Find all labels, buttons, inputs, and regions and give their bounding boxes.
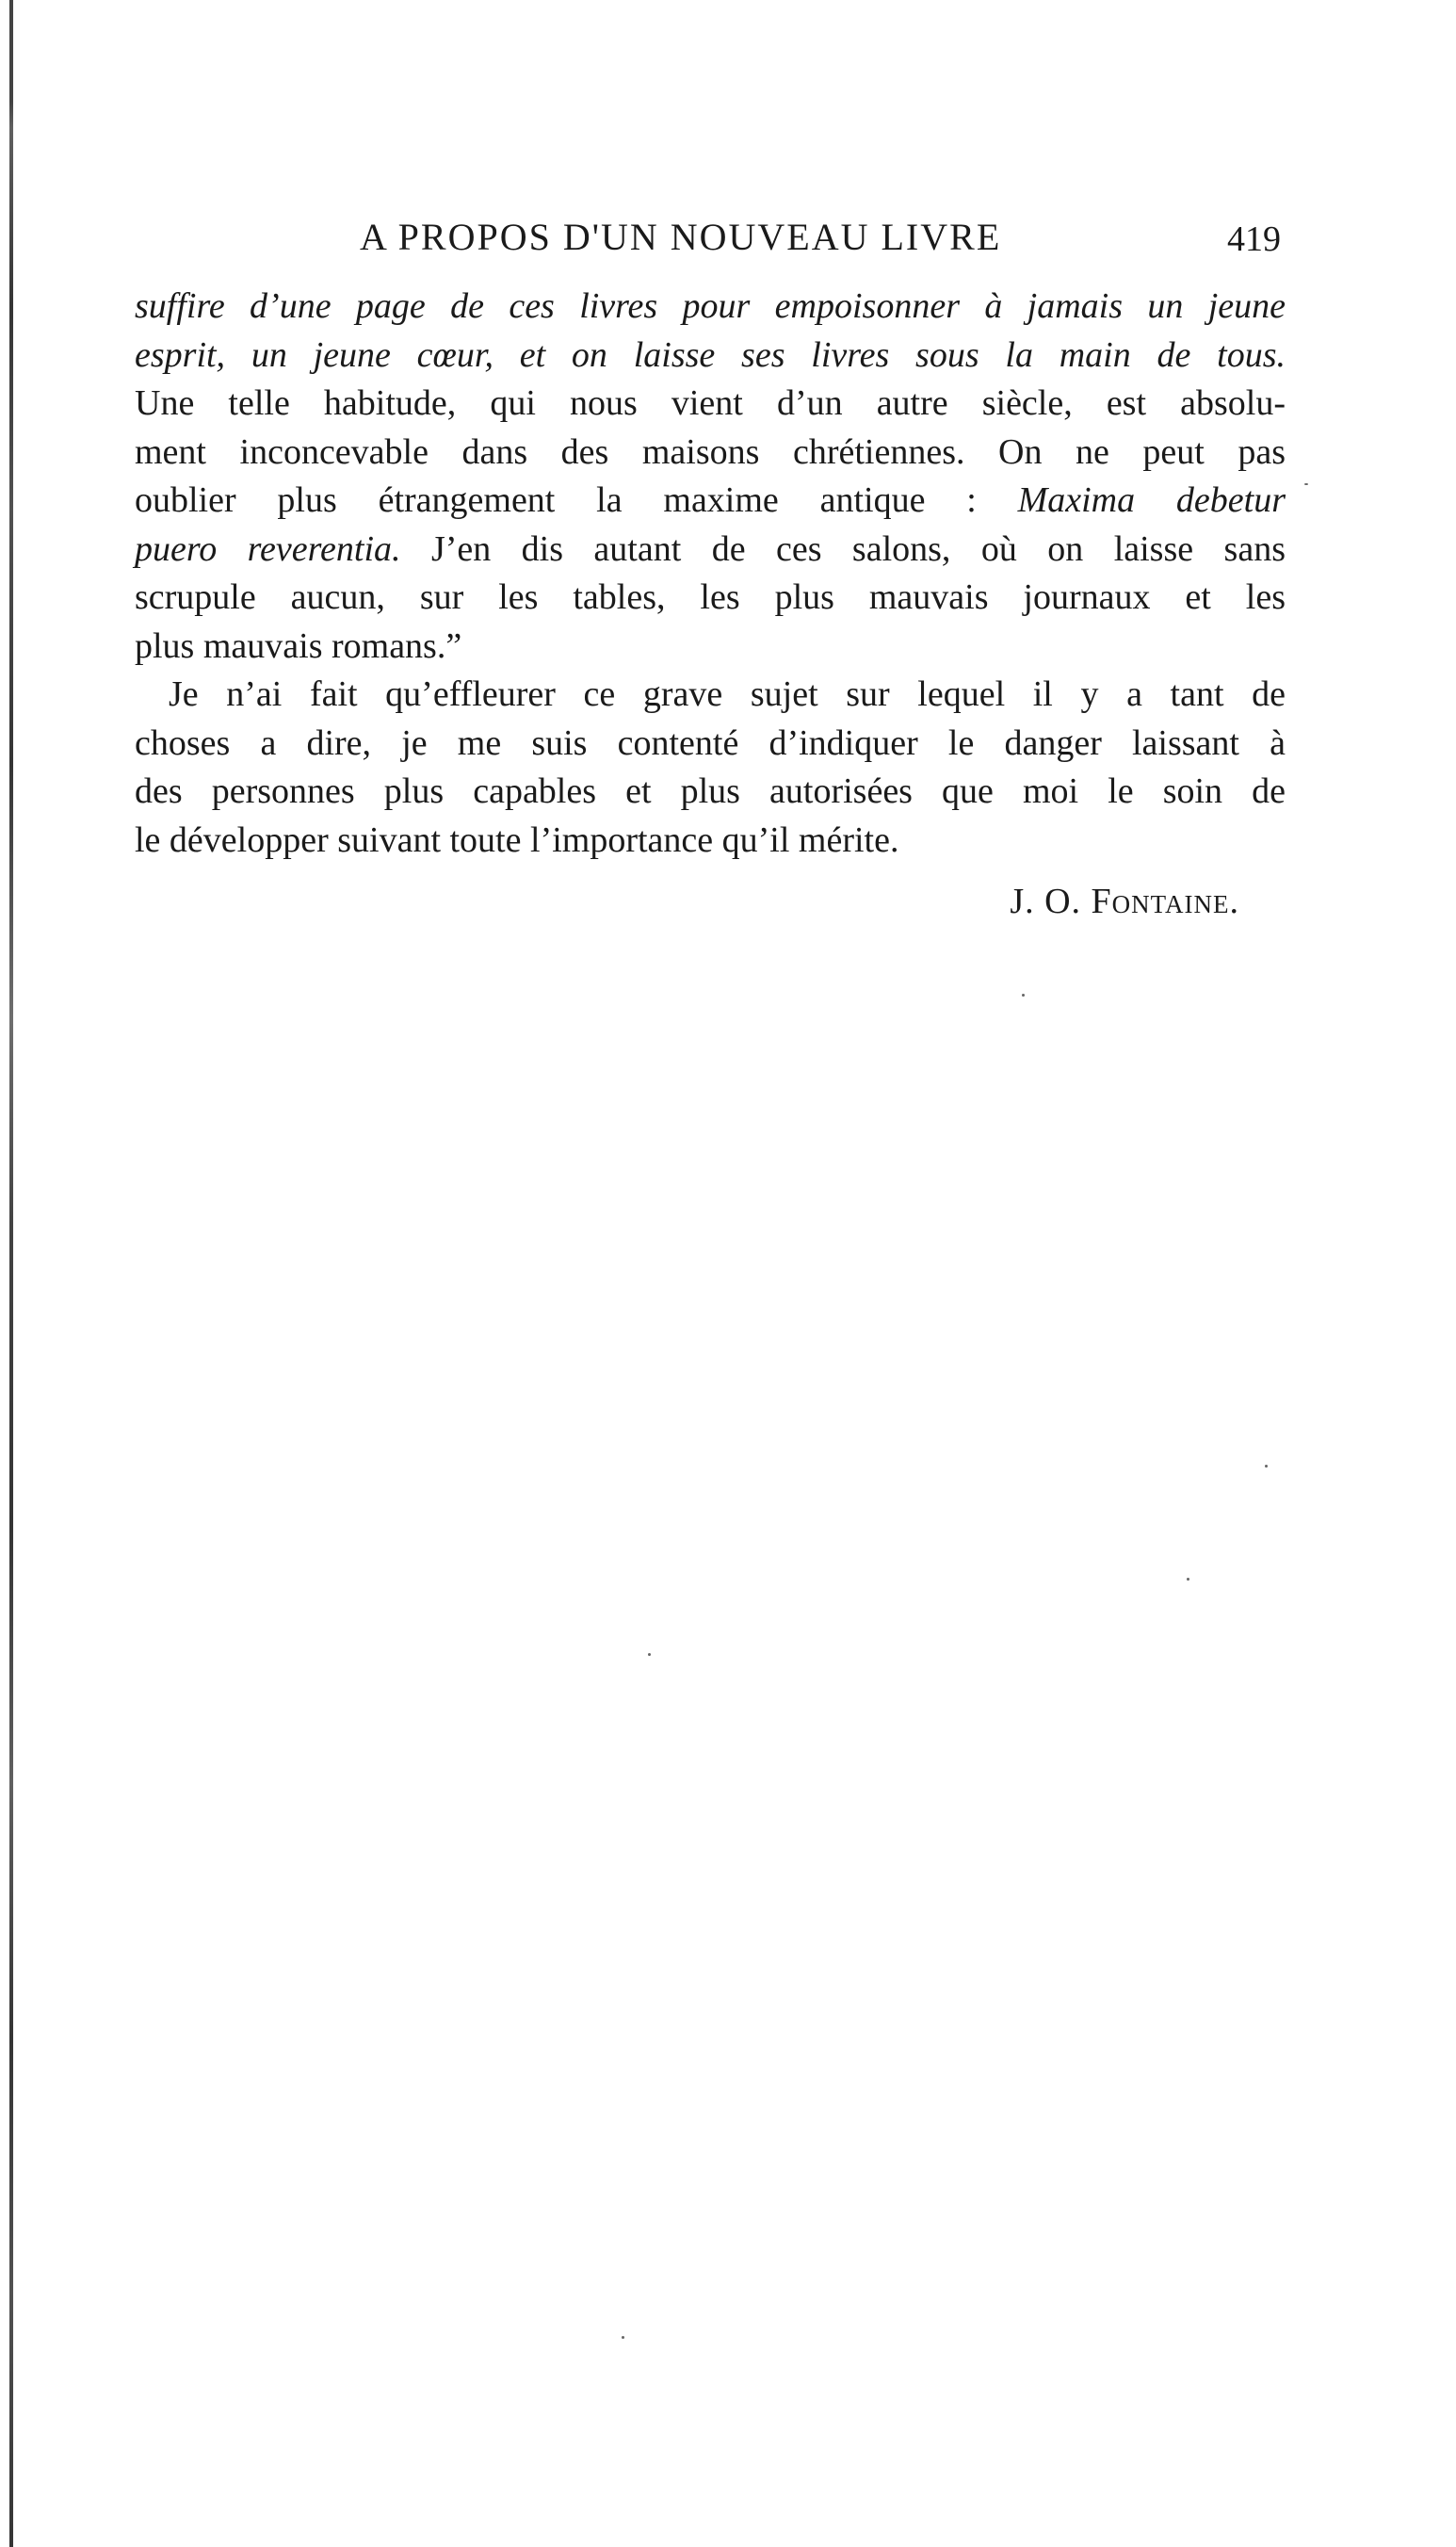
scan-speck (1187, 1578, 1189, 1581)
text-line (135, 574, 1286, 623)
text-span: J’en dis autant de ces salons, où on laisse sans (400, 528, 1286, 569)
author-initials: J. O. (1010, 882, 1092, 921)
text-line (135, 283, 1286, 332)
text-line: Je n’ai fait qu’effleurer ce grave sujet sur lequel il y a tant de (169, 674, 1286, 714)
paragraph-1 (135, 283, 1286, 671)
body-text (135, 283, 1286, 865)
scan-speck (648, 1653, 651, 1656)
italic-text: puero reverentia. (135, 528, 401, 569)
italic-text: esprit, un jeune cœur, et on laisse ses livres sous la main de tous. (135, 334, 1286, 375)
text-line (135, 477, 1286, 526)
binding-edge (9, 0, 13, 2547)
running-title: A PROPOS D'UN NOUVEAU LIVRE (360, 216, 1002, 258)
text-line (135, 380, 1286, 429)
text-line (135, 623, 1286, 672)
italic-text: Maxima debetur (1017, 480, 1286, 520)
italic-text: suffire d’une page de ces livres pour empoisonner à jamais un jeune (135, 286, 1286, 326)
scan-speck (1304, 483, 1308, 485)
text-span: ment inconcevable dans des maisons chrétiennes. On ne peut pas (135, 431, 1286, 472)
page-number: 419 (1227, 219, 1281, 259)
text-span: Une telle habitude, qui nous vient d’un autre siècle, est absolu- (135, 383, 1286, 423)
paragraph-2 (135, 671, 1286, 865)
text-span: plus mauvais romans.” (135, 625, 462, 666)
text-line (135, 429, 1286, 478)
author-signature (1010, 881, 1239, 922)
scan-speck (1022, 994, 1025, 997)
text-span: scrupule aucun, sur les tables, les plus mauvais journaux et les (135, 577, 1286, 617)
text-line (135, 332, 1286, 381)
scan-speck (1265, 1465, 1268, 1468)
text-line (135, 526, 1286, 575)
text-span: oublier plus étrangement la maxime antique : (135, 480, 1018, 520)
text-line: des personnes plus capables et plus autorisées que moi le soin de (135, 771, 1286, 811)
text-line: le développer suivant toute l’importance qu’il mérite. (135, 819, 899, 860)
author-surname: Fontaine. (1091, 882, 1239, 921)
text-line: choses a dire, je me suis contenté d’indiquer le danger laissant à (135, 722, 1286, 763)
scan-speck (622, 2336, 624, 2339)
running-head (141, 215, 1281, 262)
